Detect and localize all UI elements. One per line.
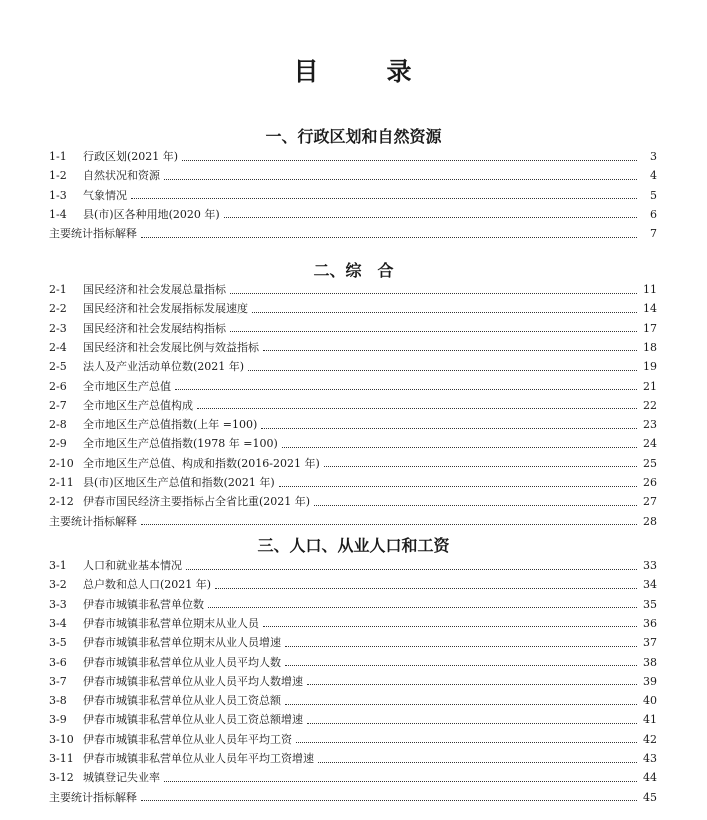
entry-number: 1-2 bbox=[49, 169, 67, 183]
entry-page-number: 33 bbox=[643, 559, 657, 572]
section-heading: 一、行政区划和自然资源 bbox=[265, 127, 442, 146]
entry-title: 国民经济和社会发展结构指标 bbox=[83, 321, 226, 335]
entry-page-number: 36 bbox=[643, 616, 657, 630]
entry-page-number: 24 bbox=[643, 437, 657, 451]
entry-title: 伊春市城镇非私营单位从业人员年平均工资增速 bbox=[83, 752, 314, 765]
entry-page-number: 34 bbox=[643, 578, 657, 592]
entry-title: 自然状况和资源 bbox=[83, 169, 160, 183]
entry-number: 2-10 bbox=[49, 456, 74, 470]
entry-page-number: 21 bbox=[643, 379, 657, 393]
dot-leader bbox=[252, 312, 637, 313]
entry-title: 伊春市城镇非私营单位期末从业人员 bbox=[83, 616, 259, 630]
entry-number: 3-11 bbox=[49, 752, 74, 765]
dot-leader bbox=[307, 684, 637, 685]
entry-page-number: 26 bbox=[643, 476, 657, 489]
dot-leader bbox=[279, 486, 637, 487]
dot-leader bbox=[261, 428, 637, 429]
entry-title: 伊春市城镇非私营单位从业人员工资总额增速 bbox=[83, 713, 303, 727]
entry-page-number: 22 bbox=[643, 398, 657, 412]
entry-page-number: 42 bbox=[643, 732, 657, 746]
toc-entry[interactable] bbox=[49, 339, 657, 357]
toc-entry[interactable] bbox=[49, 148, 657, 166]
entry-title: 伊春市国民经济主要指标占全省比重(2021 年) bbox=[83, 495, 311, 509]
entry-number: 2-8 bbox=[49, 418, 67, 432]
entry-number: 2-2 bbox=[49, 302, 67, 316]
toc-entry[interactable] bbox=[49, 378, 657, 396]
entry-page-number: 18 bbox=[643, 340, 657, 354]
toc-entry[interactable] bbox=[49, 692, 657, 710]
entry-number: 2-7 bbox=[49, 398, 67, 412]
entry-number: 2-9 bbox=[49, 437, 67, 451]
entry-title: 国民经济和社会发展比例与效益指标 bbox=[83, 340, 259, 354]
dot-leader bbox=[263, 350, 637, 351]
dot-leader bbox=[141, 524, 637, 525]
dot-leader bbox=[324, 466, 637, 467]
toc-entry[interactable] bbox=[49, 513, 657, 531]
toc-entry[interactable] bbox=[49, 474, 657, 492]
toc-entry[interactable] bbox=[49, 769, 657, 787]
entry-page-number: 28 bbox=[643, 514, 657, 528]
entry-title: 气象情况 bbox=[83, 188, 127, 202]
entry-number: 3-7 bbox=[49, 674, 67, 688]
dot-leader bbox=[131, 198, 637, 199]
entry-page-number: 3 bbox=[650, 150, 657, 163]
toc-entry[interactable] bbox=[49, 397, 657, 415]
entry-title: 全市地区生产总值、构成和指数(2016-2021 年) bbox=[83, 456, 320, 470]
dot-leader bbox=[230, 293, 637, 294]
entry-number: 2-12 bbox=[49, 495, 74, 509]
entry-title: 总户数和总人口(2021 年) bbox=[83, 578, 212, 592]
entry-number: 3-9 bbox=[49, 713, 67, 727]
dot-leader bbox=[186, 569, 637, 570]
entry-page-number: 45 bbox=[643, 790, 657, 804]
entry-title: 主要统计指标解释 bbox=[49, 514, 137, 528]
dot-leader bbox=[248, 370, 637, 371]
entry-page-number: 38 bbox=[643, 655, 657, 669]
toc-entry[interactable] bbox=[49, 358, 657, 376]
entry-title: 伊春市城镇非私营单位期末从业人员增速 bbox=[83, 636, 281, 650]
entry-number: 1-3 bbox=[49, 188, 67, 202]
toc-entry[interactable] bbox=[49, 789, 657, 807]
entry-title: 县(市)区地区生产总值和指数(2021 年) bbox=[83, 476, 275, 489]
toc-entry[interactable] bbox=[49, 654, 657, 672]
entry-page-number: 41 bbox=[643, 713, 657, 727]
entry-title: 人口和就业基本情况 bbox=[83, 559, 182, 572]
entry-page-number: 19 bbox=[643, 360, 657, 374]
entry-page-number: 27 bbox=[643, 495, 657, 509]
toc-entry[interactable] bbox=[49, 281, 657, 299]
toc-entry[interactable] bbox=[49, 493, 657, 511]
entry-page-number: 35 bbox=[643, 597, 657, 611]
entry-title: 全市地区生产总值指数(上年 =100) bbox=[83, 418, 258, 432]
dot-leader bbox=[296, 742, 637, 743]
entry-page-number: 5 bbox=[650, 188, 657, 202]
toc-entry[interactable] bbox=[49, 435, 657, 453]
dot-leader bbox=[215, 588, 637, 589]
dot-leader bbox=[314, 505, 637, 506]
toc-entry[interactable] bbox=[49, 750, 657, 768]
entry-number: 2-11 bbox=[49, 476, 74, 489]
entry-number: 3-10 bbox=[49, 732, 74, 746]
dot-leader bbox=[164, 781, 637, 782]
section-heading: 三、人口、从业人口和工资 bbox=[257, 536, 450, 555]
title-char-left: 目 bbox=[293, 57, 321, 86]
entry-page-number: 39 bbox=[643, 674, 657, 688]
dot-leader bbox=[224, 217, 637, 218]
dot-leader bbox=[208, 607, 637, 608]
dot-leader bbox=[182, 160, 637, 161]
dot-leader bbox=[285, 646, 637, 647]
toc-entry[interactable] bbox=[49, 455, 657, 473]
dot-leader bbox=[141, 237, 637, 238]
toc-entry[interactable] bbox=[49, 206, 657, 224]
entry-number: 2-1 bbox=[49, 283, 67, 296]
toc-entry[interactable] bbox=[49, 711, 657, 729]
dot-leader bbox=[230, 331, 637, 332]
dot-leader bbox=[282, 447, 637, 448]
entry-page-number: 6 bbox=[650, 207, 657, 221]
toc-entry[interactable] bbox=[49, 416, 657, 434]
entry-title: 伊春市城镇非私营单位数 bbox=[83, 597, 204, 611]
section-heading: 二、综 合 bbox=[313, 261, 394, 280]
entry-page-number: 25 bbox=[643, 456, 657, 470]
dot-leader bbox=[175, 389, 637, 390]
entry-page-number: 44 bbox=[643, 771, 657, 785]
toc-entry[interactable] bbox=[49, 187, 657, 205]
entry-page-number: 23 bbox=[643, 418, 657, 432]
entry-title: 全市地区生产总值 bbox=[83, 379, 171, 393]
dot-leader bbox=[141, 800, 637, 801]
toc-entry[interactable] bbox=[49, 225, 657, 243]
toc-entry[interactable] bbox=[49, 615, 657, 633]
toc-entry[interactable] bbox=[49, 673, 657, 691]
dot-leader bbox=[318, 762, 637, 763]
dot-leader bbox=[285, 665, 637, 666]
toc-entry[interactable] bbox=[49, 320, 657, 338]
entry-title: 行政区划(2021 年) bbox=[83, 150, 179, 163]
toc-entry[interactable] bbox=[49, 731, 657, 749]
entry-title: 伊春市城镇非私营单位从业人员年平均工资 bbox=[83, 732, 292, 746]
dot-leader bbox=[164, 179, 637, 180]
entry-page-number: 7 bbox=[650, 227, 657, 241]
dot-leader bbox=[263, 626, 637, 627]
entry-page-number: 43 bbox=[643, 752, 657, 765]
entry-number: 2-6 bbox=[49, 379, 67, 393]
entry-title: 全市地区生产总值构成 bbox=[83, 398, 193, 412]
dot-leader bbox=[285, 704, 637, 705]
entry-title: 伊春市城镇非私营单位从业人员平均人数 bbox=[83, 655, 281, 669]
entry-title: 伊春市城镇非私营单位从业人员平均人数增速 bbox=[83, 674, 303, 688]
entry-page-number: 17 bbox=[643, 321, 657, 335]
entry-title: 国民经济和社会发展总量指标 bbox=[83, 283, 226, 296]
entry-number: 1-1 bbox=[49, 150, 67, 163]
entry-title: 城镇登记失业率 bbox=[83, 771, 160, 785]
toc-entry[interactable] bbox=[49, 634, 657, 652]
entry-number: 3-4 bbox=[49, 616, 67, 630]
entry-page-number: 14 bbox=[643, 302, 657, 316]
entry-page-number: 40 bbox=[643, 694, 657, 708]
entry-title: 伊春市城镇非私营单位从业人员工资总额 bbox=[83, 694, 281, 708]
entry-title: 主要统计指标解释 bbox=[49, 790, 137, 804]
entry-number: 3-5 bbox=[49, 636, 67, 650]
entry-number: 3-3 bbox=[49, 597, 67, 611]
entry-number: 3-1 bbox=[49, 559, 67, 572]
entry-title: 县(市)区各种用地(2020 年) bbox=[83, 207, 220, 221]
dot-leader bbox=[197, 408, 637, 409]
entry-title: 主要统计指标解释 bbox=[49, 227, 137, 241]
title-char-right: 录 bbox=[386, 57, 414, 86]
entry-page-number: 4 bbox=[650, 169, 657, 183]
toc-entry[interactable] bbox=[49, 576, 657, 594]
dot-leader bbox=[307, 723, 637, 724]
entry-number: 3-6 bbox=[49, 655, 67, 669]
entry-title: 全市地区生产总值指数(1978 年 =100) bbox=[83, 437, 278, 451]
entry-page-number: 11 bbox=[643, 283, 657, 296]
toc-entry[interactable] bbox=[49, 167, 657, 185]
page-title bbox=[0, 52, 707, 88]
toc-entry[interactable] bbox=[49, 596, 657, 614]
entry-title: 国民经济和社会发展指标发展速度 bbox=[83, 302, 248, 316]
toc-entry[interactable] bbox=[49, 557, 657, 575]
entry-title: 法人及产业活动单位数(2021 年) bbox=[83, 360, 245, 374]
entry-number: 3-2 bbox=[49, 578, 67, 592]
entry-number: 2-4 bbox=[49, 340, 67, 354]
entry-number: 2-3 bbox=[49, 321, 67, 335]
entry-number: 3-12 bbox=[49, 771, 74, 785]
entry-number: 2-5 bbox=[49, 360, 67, 374]
entry-page-number: 37 bbox=[643, 636, 657, 650]
toc-entry[interactable] bbox=[49, 300, 657, 318]
entry-number: 1-4 bbox=[49, 207, 67, 221]
entry-number: 3-8 bbox=[49, 694, 67, 708]
